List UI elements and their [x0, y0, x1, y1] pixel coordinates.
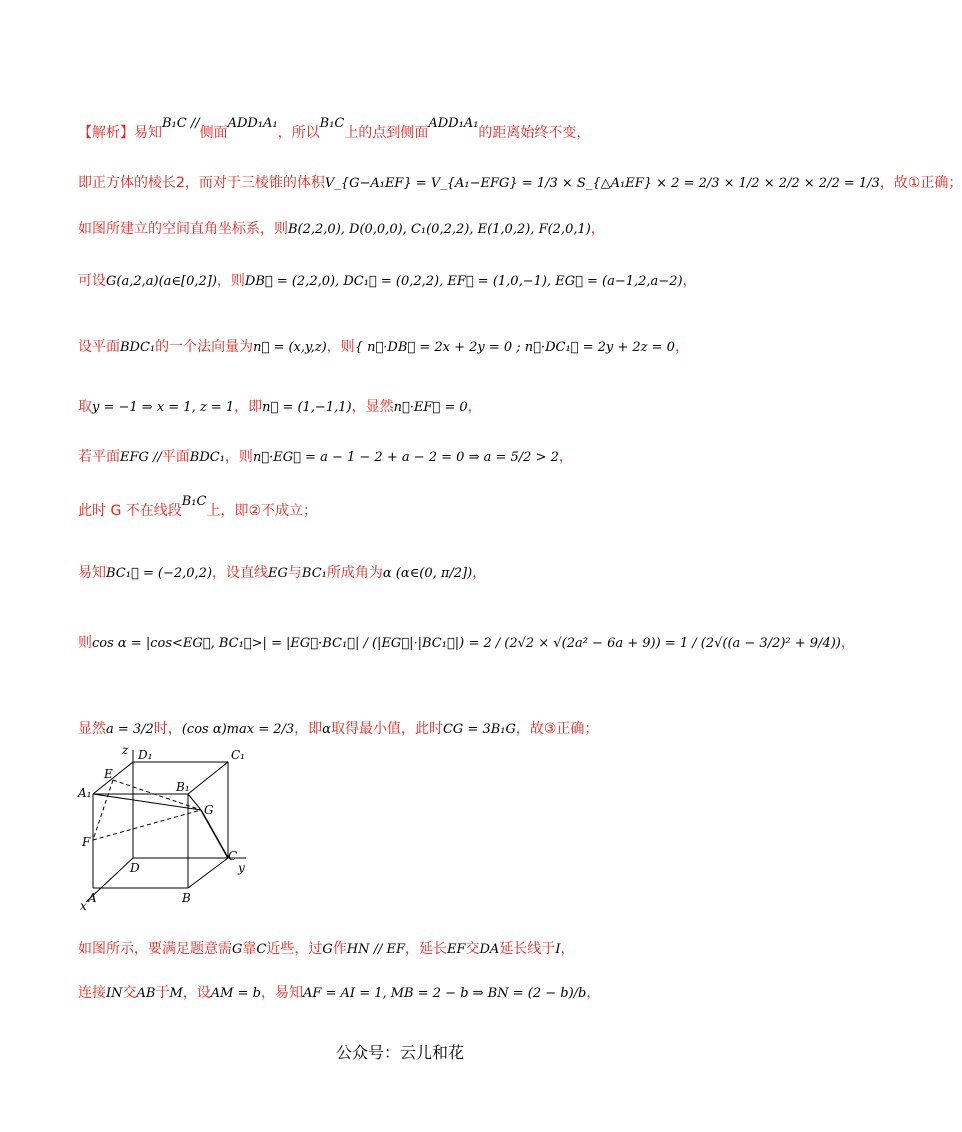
solution-text: 所成角为	[326, 565, 383, 581]
label-x: x	[80, 899, 87, 913]
solution-text: ，	[674, 339, 689, 355]
solution-text: ，显然	[351, 399, 394, 415]
solution-line	[78, 718, 598, 738]
solution-text: 上，即②不成立；	[206, 503, 318, 519]
solution-text: ，故①正确；	[879, 175, 962, 191]
solution-line	[78, 494, 318, 520]
solution-text: 【解析】易知	[78, 125, 162, 141]
solution-line	[78, 172, 962, 192]
solution-text: 靠	[242, 941, 257, 957]
solution-line	[78, 336, 689, 356]
solution-text: ，故③正确；	[515, 721, 599, 737]
solution-text: 如图所建立的空间直角坐标系，则	[78, 221, 288, 237]
edge-b1c1	[188, 762, 228, 794]
solution-text: ，即	[234, 399, 263, 415]
solution-line	[78, 446, 573, 466]
solution-text: 取得最小值，此时	[330, 721, 443, 737]
math-expression: DB⃗ = (2,2,0), DC₁⃗ = (0,2,2), EF⃗ = (1,0,−1), EG⃗ = (a−1,2,a−2)	[244, 274, 683, 289]
label-d1: D₁	[138, 748, 153, 762]
math-expression: B(2,2,0), D(0,0,0), C₁(0,2,2), E(1,0,2), F(2,0,1)	[288, 222, 591, 237]
solution-text: 交	[122, 985, 137, 1001]
math-expression: ADD₁A₁	[428, 116, 479, 131]
math-expression: (cos α)max = 2/3	[181, 722, 295, 737]
math-expression: AF = AI = 1, MB = 2 − b ⇒ BN = (2 − b)/b	[302, 986, 587, 1001]
solution-text: ，	[586, 985, 601, 1001]
solution-text: ，设直线	[212, 565, 269, 581]
math-expression: V_{G−A₁EF} = V_{A₁−EFG} = 1/3 × S_{△A₁EF} × 2 = 2/3 × 1/2 × 2/2 × 2/2 = 1/3	[324, 176, 880, 191]
cube-figure	[78, 742, 278, 912]
math-expression: DA	[479, 942, 500, 957]
dash-ef	[93, 780, 113, 840]
solution-text: 可设	[78, 273, 106, 289]
solution-text: 交	[465, 941, 480, 957]
math-expression: α (α∈(0, π/2])	[382, 566, 473, 581]
label-a1: A₁	[78, 786, 92, 800]
footer-watermark: 公众号：云儿和花	[335, 1043, 464, 1062]
solution-text: ，	[467, 399, 482, 415]
solution-line	[78, 396, 482, 416]
solution-text: 平面	[161, 449, 190, 465]
label-z: z	[122, 743, 129, 757]
solution-text: ，	[558, 449, 573, 465]
math-expression: EG	[268, 566, 288, 581]
dash-fg	[93, 810, 201, 840]
edge-a1d1	[93, 762, 133, 794]
solution-text: 此时 G 不在线段	[78, 503, 182, 519]
solution-line	[78, 938, 574, 958]
math-expression: n⃗·EF⃗ = 0	[393, 400, 468, 415]
math-expression: G	[232, 942, 243, 957]
solution-text: ，	[840, 635, 855, 651]
math-expression: AB	[136, 986, 156, 1001]
math-expression: G(a,2,a)(a∈[0,2])	[106, 274, 217, 289]
solution-text: ，	[682, 273, 697, 289]
solution-text: ，则	[326, 339, 355, 355]
segment-gc	[201, 810, 228, 858]
math-expression: ADD₁A₁	[227, 116, 278, 131]
label-y: y	[238, 861, 245, 875]
label-e: E	[104, 767, 113, 781]
label-b: B	[182, 891, 191, 905]
solution-text: 如图所示，要满足题意需	[78, 941, 232, 957]
math-expression: { n⃗·DB⃗ = 2x + 2y = 0 ; n⃗·DC₁⃗ = 2y + 2z = 0	[354, 340, 675, 355]
solution-text: 延长线于	[499, 941, 556, 957]
math-expression: G	[322, 942, 333, 957]
solution-text: 即正方体的棱长2，而对于三棱锥的体积	[78, 175, 325, 191]
solution-text: 的一个法向量为	[155, 339, 254, 355]
solution-line	[78, 270, 697, 290]
math-expression: I	[555, 942, 561, 957]
solution-text: ，	[560, 941, 575, 957]
math-expression: AM = b	[210, 986, 261, 1001]
solution-text: 连接	[78, 985, 106, 1001]
solution-text: 与	[287, 565, 302, 581]
segment-a1g	[93, 794, 201, 810]
solution-line	[78, 218, 605, 238]
math-expression: a = 3/2	[106, 722, 154, 737]
edge-bc	[188, 858, 228, 888]
solution-line	[78, 632, 855, 652]
math-expression: CG = 3B₁G	[442, 722, 516, 737]
solution-text: ，即	[294, 721, 323, 737]
solution-text: 作	[332, 941, 347, 957]
math-expression: α	[322, 722, 331, 737]
math-expression: EF	[446, 942, 466, 957]
solution-text: 易知	[78, 565, 106, 581]
math-expression: HN // EF	[346, 942, 405, 957]
solution-text: ，	[472, 565, 487, 581]
solution-text: ，设	[182, 985, 211, 1001]
label-a: A	[88, 891, 97, 905]
label-b1: B₁	[176, 780, 190, 794]
math-expression: n⃗·EG⃗ = a − 1 − 2 + a − 2 = 0 ⇒ a = 5/2 > 2	[252, 450, 559, 465]
solution-text: 若平面	[78, 449, 120, 465]
solution-line	[78, 982, 600, 1002]
math-expression: cos α = |cos<EG⃗, BC₁⃗>| = |EG⃗·BC₁⃗| / (|EG⃗|·|BC₁⃗|) = 2 / (2√2 × √(2a² − 6a + 9)) = 1 / (2√((a − 3/2)² + 9/4))	[92, 636, 841, 651]
solution-text: 设平面	[78, 339, 120, 355]
label-d: D	[130, 861, 140, 875]
math-expression: BDC₁	[189, 450, 225, 465]
solution-text: ，易知	[260, 985, 303, 1001]
math-expression: C	[256, 942, 267, 957]
solution-text: ，则	[224, 449, 253, 465]
solution-line	[78, 562, 486, 582]
solution-text: ，延长	[404, 941, 447, 957]
math-expression: BDC₁	[120, 340, 156, 355]
solution-text: ，所以	[277, 125, 320, 141]
label-c1: C₁	[231, 748, 245, 762]
solution-text: ，则	[216, 273, 245, 289]
solution-text: 则	[78, 635, 92, 651]
math-expression: BC₁	[301, 566, 327, 581]
label-f: F	[82, 835, 91, 849]
label-g: G	[204, 803, 214, 817]
solution-text: 于	[155, 985, 170, 1001]
math-expression: n⃗ = (x,y,z)	[253, 340, 327, 355]
solution-text: 取	[78, 399, 92, 415]
solution-text: 侧面	[199, 125, 228, 141]
solution-text: ，	[590, 221, 605, 237]
math-expression: B₁C //	[162, 116, 200, 131]
math-expression: B₁C	[319, 116, 345, 131]
math-expression: IN	[106, 986, 123, 1001]
solution-text: 的距离始终不变，	[478, 125, 591, 141]
math-expression: EFG //	[120, 450, 162, 465]
solution-text: 时，	[153, 721, 182, 737]
math-expression: M	[169, 986, 183, 1001]
solution-line	[78, 116, 591, 142]
math-expression: BC₁⃗ = (−2,0,2)	[106, 566, 213, 581]
math-expression: B₁C	[181, 494, 207, 509]
math-expression: n⃗ = (1,−1,1)	[262, 400, 352, 415]
solution-text: 显然	[78, 721, 106, 737]
solution-text: 近些，过	[266, 941, 323, 957]
label-c: C	[228, 849, 238, 863]
solution-text: 上的点到侧面	[344, 125, 429, 141]
math-expression: y = −1 ⇒ x = 1, z = 1	[92, 400, 235, 415]
